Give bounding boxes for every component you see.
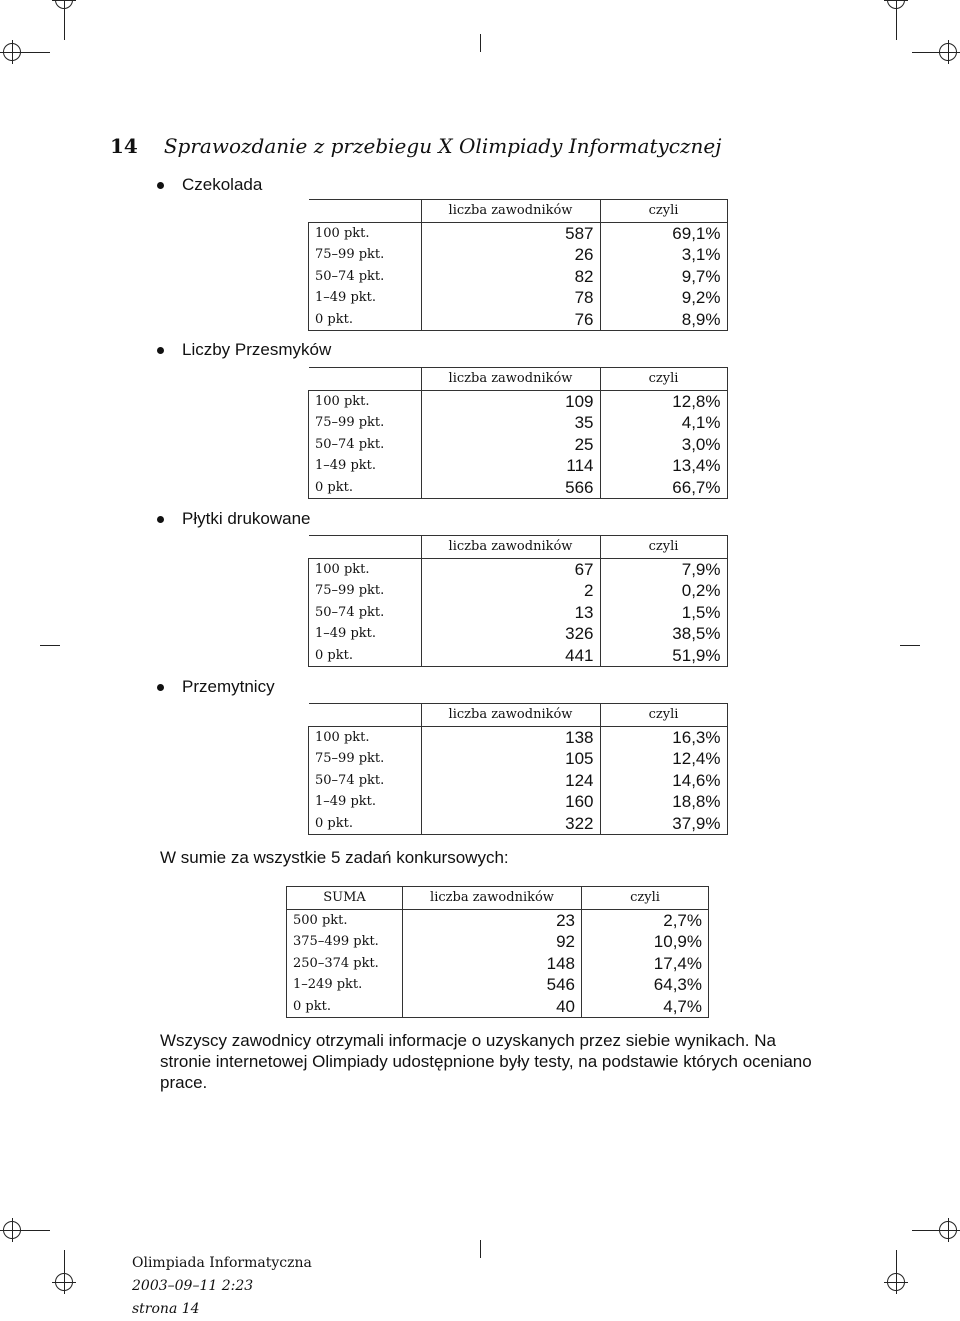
summary-table	[286, 886, 709, 1018]
row-label: 375–499 pkt.	[287, 931, 403, 953]
row-label: 0 pkt.	[309, 813, 422, 835]
table-row	[309, 477, 728, 499]
table-row	[309, 434, 728, 456]
count-cell: 441	[421, 645, 600, 667]
count-cell: 35	[421, 412, 600, 434]
bullet-icon	[157, 182, 164, 189]
column-header-count: liczba zawodników	[421, 368, 600, 391]
count-cell: 2	[421, 580, 600, 602]
footer-page: strona 14	[132, 1301, 200, 1317]
row-label: 1–49 pkt.	[309, 287, 422, 309]
row-label: 1–49 pkt.	[309, 623, 422, 645]
percent-cell: 8,9%	[600, 309, 727, 331]
table-row	[287, 953, 709, 975]
column-header-percent: czyli	[600, 368, 727, 391]
row-label: 0 pkt.	[309, 645, 422, 667]
table-row	[309, 623, 728, 645]
count-cell: 92	[403, 931, 582, 953]
row-label: 75–99 pkt.	[309, 580, 422, 602]
column-header-count: liczba zawodników	[421, 200, 600, 223]
table-row	[309, 287, 728, 309]
row-label: 1–49 pkt.	[309, 455, 422, 477]
table-row	[309, 580, 728, 602]
results-table	[308, 535, 728, 667]
column-header-count: liczba zawodników	[421, 536, 600, 559]
column-header-count: liczba zawodników	[421, 704, 600, 727]
closing-paragraph: Wszyscy zawodnicy otrzymali informacje o uzyskanych przez siebie wynikach. Na stronie internetowej Olimpiady udostępnione były testy, na podstawie których oceniano prace.	[160, 1031, 812, 1092]
percent-cell: 9,7%	[600, 266, 727, 288]
table-row	[309, 770, 728, 792]
column-header-percent: czyli	[600, 704, 727, 727]
count-cell: 26	[421, 244, 600, 266]
count-cell: 326	[421, 623, 600, 645]
table-row	[287, 931, 709, 953]
table-row	[309, 748, 728, 770]
percent-cell: 64,3%	[582, 974, 709, 996]
row-label: 100 pkt.	[309, 390, 422, 412]
table-row	[309, 222, 728, 244]
count-cell: 76	[421, 309, 600, 331]
task-item	[182, 175, 262, 195]
percent-cell: 0,2%	[600, 580, 727, 602]
percent-cell: 14,6%	[600, 770, 727, 792]
count-cell: 160	[421, 791, 600, 813]
percent-cell: 4,7%	[582, 996, 709, 1018]
column-header-sum: SUMA	[287, 887, 403, 910]
chapter-title: Sprawozdanie z przebiegu X Olimpiady Informatycznej	[163, 134, 722, 158]
table-row	[309, 455, 728, 477]
table-row	[287, 909, 709, 931]
registration-mark-icon	[55, 0, 73, 9]
footer-date: 2003–09–11 2:23	[132, 1278, 254, 1294]
row-label: 75–99 pkt.	[309, 412, 422, 434]
row-label: 0 pkt.	[309, 309, 422, 331]
page-number: 14	[110, 134, 138, 158]
task-item	[182, 340, 331, 360]
count-cell: 78	[421, 287, 600, 309]
count-cell: 587	[421, 222, 600, 244]
column-header-percent: czyli	[600, 200, 727, 223]
bullet-icon	[157, 684, 164, 691]
percent-cell: 9,2%	[600, 287, 727, 309]
table-row	[309, 266, 728, 288]
count-cell: 40	[403, 996, 582, 1018]
running-header	[110, 134, 721, 158]
column-header-count: liczba zawodników	[403, 887, 582, 910]
percent-cell: 66,7%	[600, 477, 727, 499]
page-footer	[132, 1252, 312, 1321]
count-cell: 124	[421, 770, 600, 792]
count-cell: 13	[421, 602, 600, 624]
table-row	[309, 645, 728, 667]
column-header-percent: czyli	[582, 887, 709, 910]
row-label: 0 pkt.	[287, 996, 403, 1018]
table-row	[309, 726, 728, 748]
bullet-icon	[157, 516, 164, 523]
count-cell: 546	[403, 974, 582, 996]
table-row	[309, 244, 728, 266]
results-table	[308, 703, 728, 835]
column-header-percent: czyli	[600, 536, 727, 559]
row-label: 50–74 pkt.	[309, 266, 422, 288]
count-cell: 138	[421, 726, 600, 748]
table-row	[287, 996, 709, 1018]
percent-cell: 12,4%	[600, 748, 727, 770]
task-name: Przemytnicy	[182, 677, 275, 696]
results-table	[308, 199, 728, 331]
table-row	[309, 558, 728, 580]
count-cell: 148	[403, 953, 582, 975]
count-cell: 105	[421, 748, 600, 770]
row-label: 1–249 pkt.	[287, 974, 403, 996]
percent-cell: 7,9%	[600, 558, 727, 580]
percent-cell: 16,3%	[600, 726, 727, 748]
row-label: 100 pkt.	[309, 726, 422, 748]
percent-cell: 38,5%	[600, 623, 727, 645]
table-row	[309, 791, 728, 813]
task-item	[182, 509, 311, 529]
bullet-icon	[157, 347, 164, 354]
row-label: 50–74 pkt.	[309, 434, 422, 456]
count-cell: 25	[421, 434, 600, 456]
table-row	[287, 974, 709, 996]
task-name: Liczby Przesmyków	[182, 340, 332, 359]
count-cell: 67	[421, 558, 600, 580]
registration-mark-icon	[3, 1221, 21, 1239]
percent-cell: 18,8%	[600, 791, 727, 813]
table-row	[309, 412, 728, 434]
row-label: 75–99 pkt.	[309, 244, 422, 266]
row-label: 0 pkt.	[309, 477, 422, 499]
row-label: 1–49 pkt.	[309, 791, 422, 813]
percent-cell: 69,1%	[600, 222, 727, 244]
count-cell: 566	[421, 477, 600, 499]
registration-mark-icon	[3, 43, 21, 61]
percent-cell: 51,9%	[600, 645, 727, 667]
row-label: 100 pkt.	[309, 222, 422, 244]
row-label: 50–74 pkt.	[309, 770, 422, 792]
percent-cell: 3,1%	[600, 244, 727, 266]
percent-cell: 13,4%	[600, 455, 727, 477]
row-label: 75–99 pkt.	[309, 748, 422, 770]
count-cell: 23	[403, 909, 582, 931]
footer-title: Olimpiada Informatyczna	[132, 1255, 312, 1271]
row-label: 100 pkt.	[309, 558, 422, 580]
table-row	[309, 309, 728, 331]
count-cell: 114	[421, 455, 600, 477]
task-name: Płytki drukowane	[182, 509, 311, 528]
row-label: 500 pkt.	[287, 909, 403, 931]
table-row	[309, 390, 728, 412]
count-cell: 109	[421, 390, 600, 412]
percent-cell: 3,0%	[600, 434, 727, 456]
percent-cell: 1,5%	[600, 602, 727, 624]
task-name: Czekolada	[182, 175, 263, 194]
row-label: 250–374 pkt.	[287, 953, 403, 975]
percent-cell: 4,1%	[600, 412, 727, 434]
count-cell: 322	[421, 813, 600, 835]
summary-label: W sumie za wszystkie 5 zadań konkursowych:	[160, 848, 509, 867]
percent-cell: 12,8%	[600, 390, 727, 412]
percent-cell: 2,7%	[582, 909, 709, 931]
results-table	[308, 367, 728, 499]
row-label: 50–74 pkt.	[309, 602, 422, 624]
table-row	[309, 813, 728, 835]
count-cell: 82	[421, 266, 600, 288]
task-item	[182, 677, 275, 697]
table-row	[309, 602, 728, 624]
percent-cell: 10,9%	[582, 931, 709, 953]
registration-mark-icon	[887, 0, 905, 9]
percent-cell: 17,4%	[582, 953, 709, 975]
percent-cell: 37,9%	[600, 813, 727, 835]
